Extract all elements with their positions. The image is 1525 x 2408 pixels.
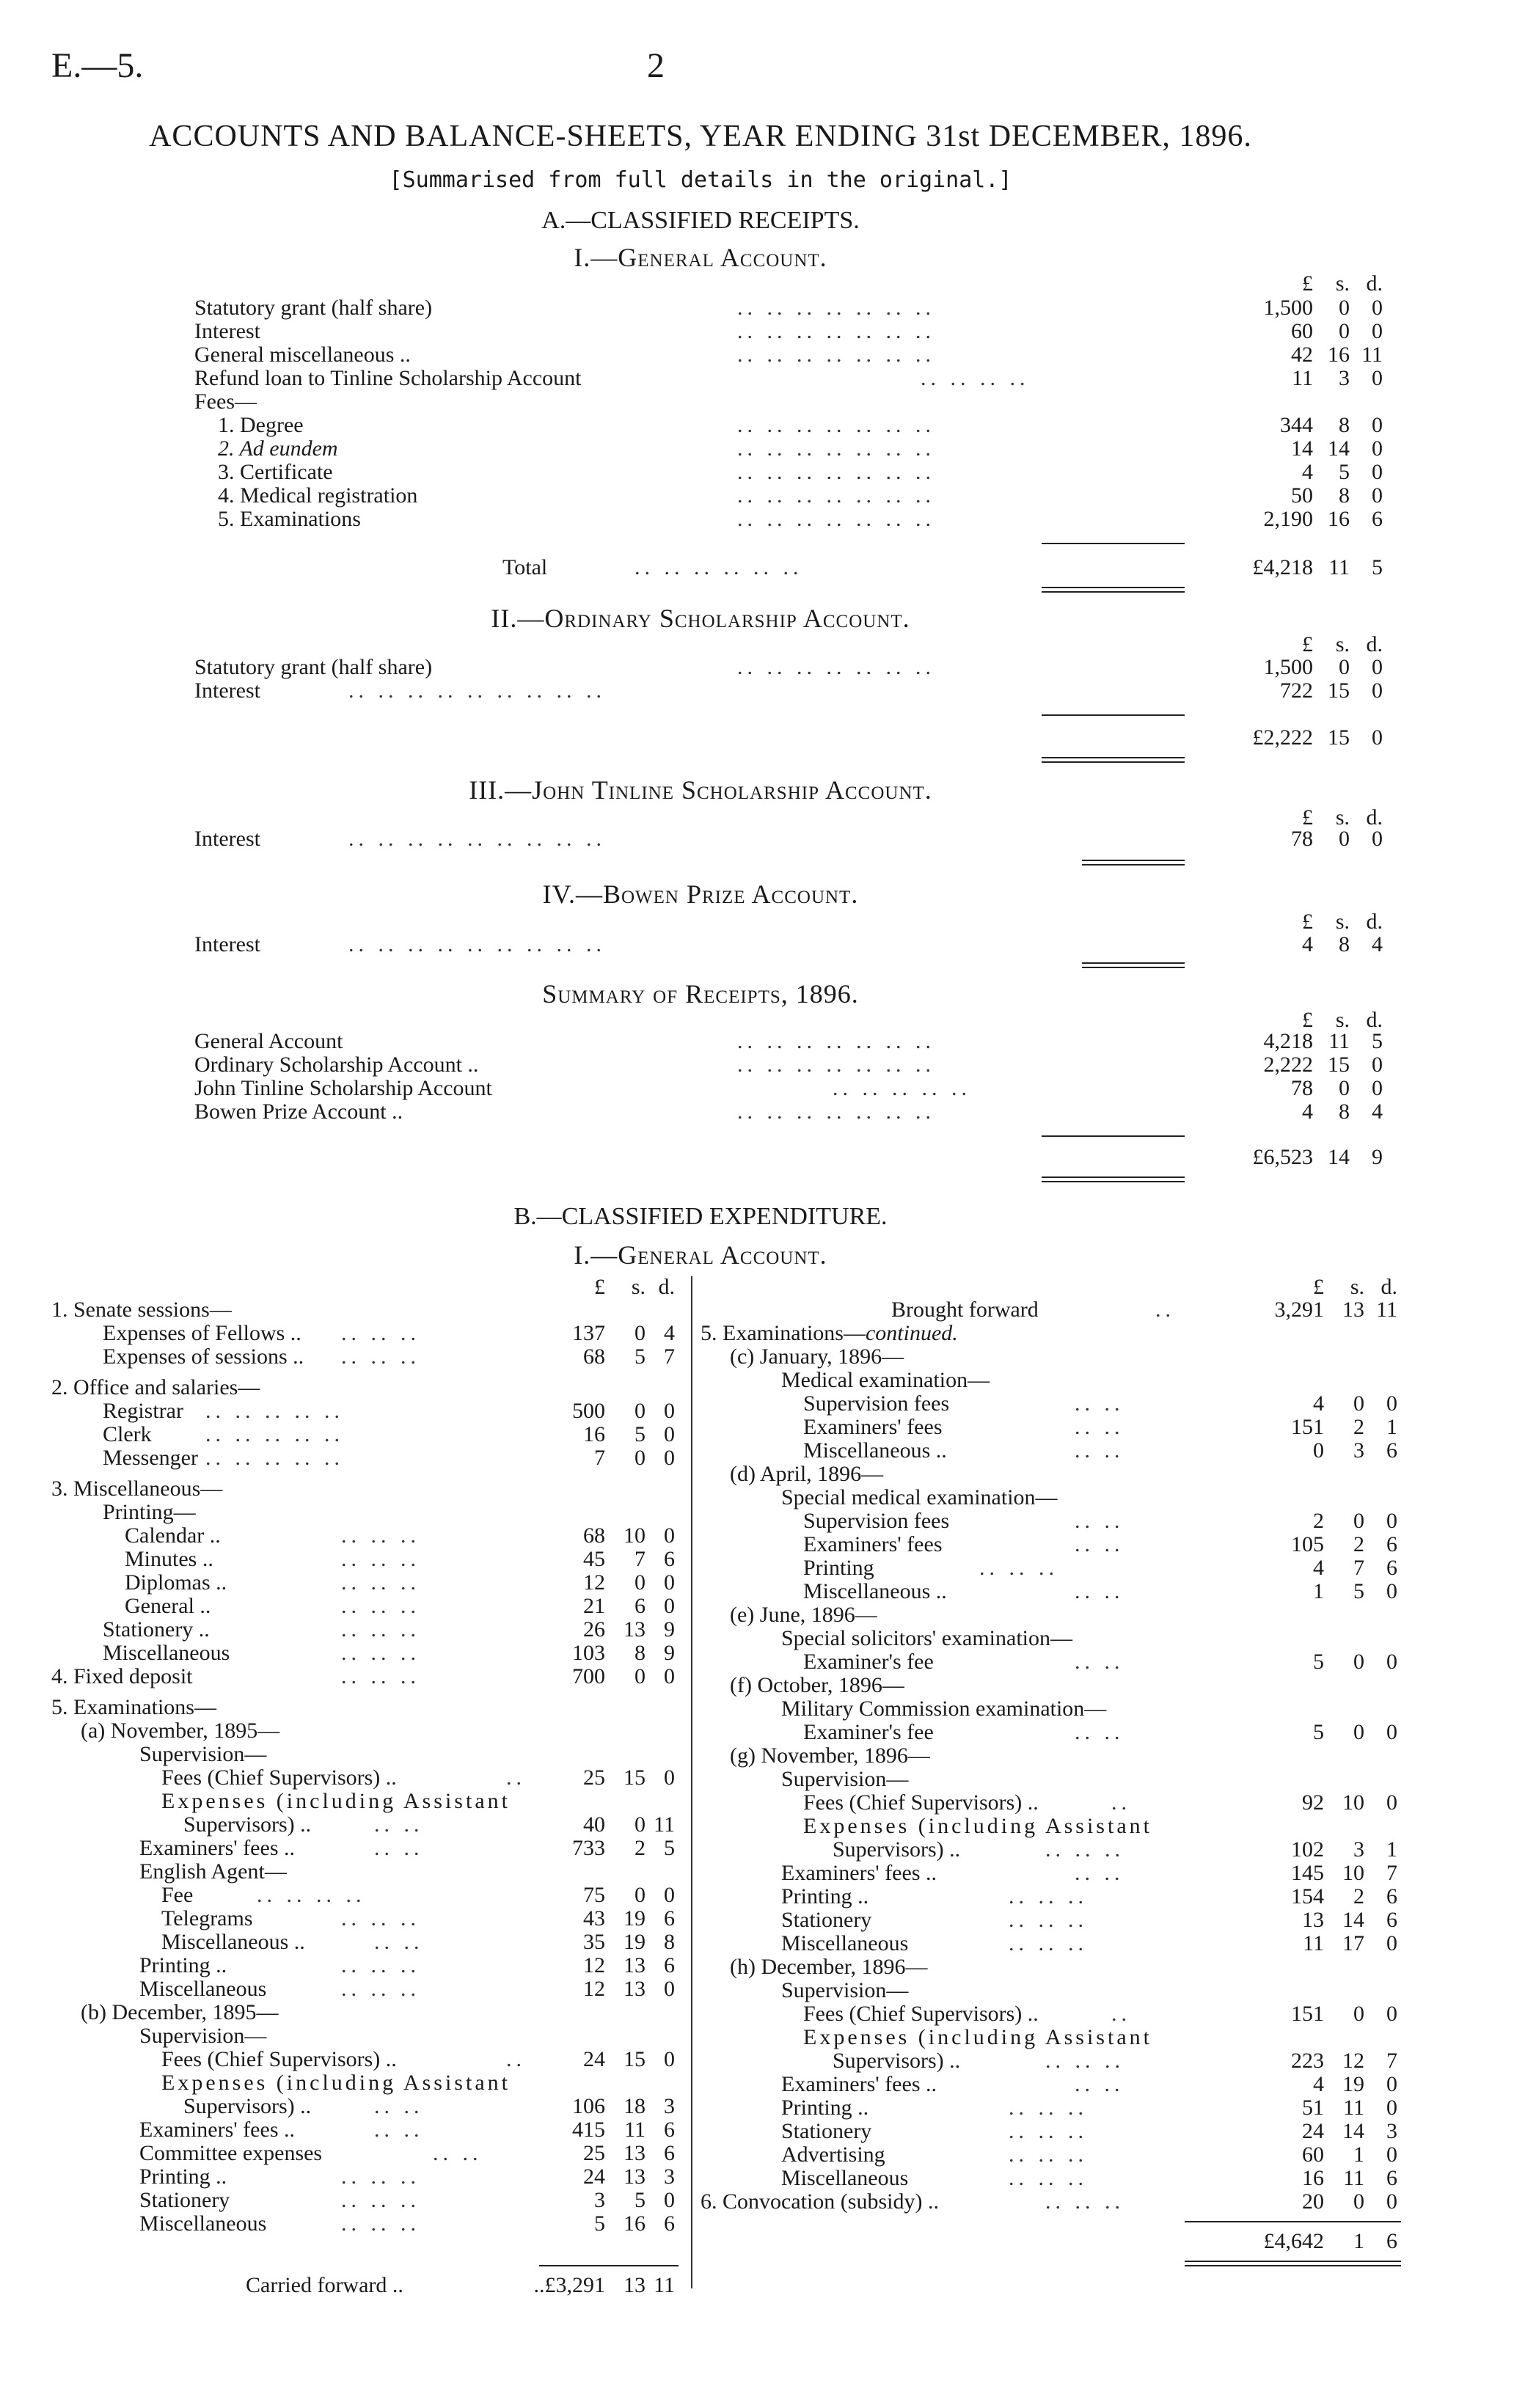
table-row: Military Commission examination— [781,1697,1107,1721]
table-row: Telegrams .. .. .. 43 19 6 [161,1906,675,1931]
table-row [701,1322,1405,1345]
subtotal-rule [1042,714,1185,716]
carried-forward-row [51,2274,690,2297]
general-account-heading: I.—General Account. [574,243,827,272]
table-row: Supervisors) .. .. .. .. 223 12 7 [833,2049,1397,2073]
table-row: Supervision— [139,2024,267,2048]
col-head-pence: d. [1366,1008,1383,1032]
table-row: Fees (Chief Supervisors) .. .. 92 10 0 [803,1790,1397,1815]
tinline-account-heading: III.—John Tinline Scholarship Account. [469,775,932,805]
table-row: £4,642 1 6 [1263,2229,1397,2253]
examinations-continued-text: 5. Examinations—continued. [701,1321,958,1345]
table-row: Stationery .. .. .. .. 26 13 9 [103,1617,675,1642]
table-row: Fees (Chief Supervisors) .. .. 151 0 0 [803,2002,1397,2026]
table-row: Bowen Prize Account .. .. .. .. .. .. .. .. 4 8 4 [194,1099,1383,1124]
continued-italic: continued. [865,1321,958,1345]
table-row: Printing .. .. .. 4 7 6 [803,1556,1397,1580]
table-row: Examiner's fee .. .. 5 0 0 [803,1720,1397,1744]
col-head-pence: d. [1366,632,1383,656]
table-row: 2. Office and salaries— [51,1375,260,1399]
table-row: Supervisors) .. .. .. .. 102 3 1 [833,1837,1397,1862]
col-head-shillings: s. [1335,910,1350,934]
summary-total [194,1145,1383,1169]
ordinary-account-heading: II.—Ordinary Scholarship Account. [491,604,910,633]
table-row: (h) December, 1896— [730,1955,928,1979]
table-row: Examiners' fees .. .. .. 4 19 0 [781,2072,1397,2096]
col-head-pounds: £ [1302,632,1313,656]
table-row: Fees— [194,389,257,414]
table-row: 3. Certificate .. .. .. .. .. .. .. 4 5 0 [218,460,1383,484]
table-row: Expenses (including Assistant [161,1789,511,1813]
col-head-shillings: s. [1335,805,1350,830]
ordinary-account-total [194,725,1383,750]
table-row: Printing .. .. .. .. 12 13 6 [139,1953,675,1977]
subtotal-rule [1042,1135,1185,1137]
table-row: Ordinary Scholarship Account .. .. .. .. .. .. .. .. 2,222 15 0 [194,1053,1383,1077]
table-row: John Tinline Scholarship Account .. .. .. .. .. 78 0 0 [194,1076,1383,1100]
total-double-rule [1042,1176,1185,1182]
table-row: (f) October, 1896— [730,1673,904,1697]
table-row: Miscellaneous .. .. .. 16 11 6 [781,2166,1397,2190]
col-head-pence: d. [1380,1275,1397,1299]
col-head-pence: d. [1366,271,1383,296]
general-account-table [194,296,1383,531]
table-row: Fees (Chief Supervisors) .. .. 25 15 0 [161,1765,675,1790]
tinline-account-table [194,827,1383,851]
table-row: 5. Examinations— [51,1695,216,1719]
document-title: ACCOUNTS AND BALANCE-SHEETS, YEAR ENDING 31st DECEMBER, 1896. [149,120,1252,153]
column-divider [691,1276,692,2288]
table-row: Refund loan to Tinline Scholarship Account .. .. .. .. 11 3 0 [194,366,1383,390]
table-row: Statutory grant (half share) .. .. .. .. .. .. .. 1,500 0 0 [194,296,1383,320]
table-row: Supervision fees .. .. 2 0 0 [803,1509,1397,1533]
table-row: Examiners' fees .. .. .. 733 2 5 [139,1836,675,1860]
table-row: Printing .. .. .. .. 154 2 6 [781,1884,1397,1909]
table-row: Advertising .. .. .. 60 1 0 [781,2142,1397,2167]
ordinary-account-table [194,655,1383,703]
col-head-shillings: s. [1335,1008,1350,1032]
subtotal-rule [1185,2221,1401,2222]
table-row: Examiners' fees .. .. 105 2 6 [803,1532,1397,1556]
table-row: Diplomas .. .. .. .. 12 0 0 [125,1570,675,1595]
col-head-shillings: s. [1335,632,1350,656]
col-head-pence: d. [1366,910,1383,934]
table-row: Special medical examination— [781,1485,1058,1509]
table-row: 6. Convocation (subsidy) .. .. .. .. 20 0 0 [701,2189,1397,2214]
table-row: General miscellaneous .. .. .. .. .. .. .. .. 42 16 11 [194,343,1383,367]
table-row: 3. Miscellaneous— [51,1476,223,1501]
summary-table [194,1029,1383,1124]
document-subtitle: [Summarised from full details in the original.] [389,167,1012,193]
col-head-pence: d. [658,1275,675,1299]
table-row: Supervision— [139,1742,267,1766]
col-head-pounds: £ [1302,271,1313,296]
col-head-pounds: £ [1302,1008,1313,1032]
col-head-shillings: s. [1335,271,1350,296]
table-row: English Agent— [139,1859,287,1884]
table-row: Examiners' fees .. .. .. 415 11 6 [139,2118,675,2142]
table-row: Fee .. .. .. .. 75 0 0 [161,1883,675,1907]
subtotal-rule [539,2265,679,2266]
table-row: (g) November, 1896— [730,1743,930,1768]
right-column-total [701,2230,1405,2253]
table-row: 4. Medical registration .. .. .. .. .. .. .. 50 8 0 [218,483,1383,508]
table-row: Clerk .. .. .. .. .. 16 5 0 [103,1422,675,1446]
table-row: Fees (Chief Supervisors) .. .. 24 15 0 [161,2047,675,2071]
table-row: Printing .. .. .. .. 51 11 0 [781,2096,1397,2120]
table-row: Calendar .. .. .. .. 68 10 0 [125,1523,675,1548]
col-head-pounds: £ [594,1275,605,1299]
table-row: (b) December, 1895— [81,2000,279,2024]
total-double-rule [1042,757,1185,763]
table-row: Registrar .. .. .. .. .. 500 0 0 [103,1399,675,1423]
table-row: Interest .. .. .. .. .. .. .. .. .. 4 8 4 [194,932,1383,956]
table-row: Miscellaneous .. .. .. 11 17 0 [781,1931,1397,1955]
table-row: Interest .. .. .. .. .. .. .. .. .. 722 15 0 [194,678,1383,703]
table-row: Committee expenses .. .. 25 13 6 [139,2141,675,2165]
col-head-pence: d. [1366,805,1383,830]
total-double-rule [1185,2261,1401,2266]
table-row: General .. .. .. .. 21 6 0 [125,1594,675,1618]
col-head-pounds: £ [1302,910,1313,934]
table-row: Medical examination— [781,1368,990,1392]
expenditure-account-heading: I.—General Account. [574,1240,827,1270]
table-row: Miscellaneous .. .. .. 0 3 6 [803,1438,1397,1463]
table-row: Miscellaneous .. .. .. 35 19 8 [161,1930,675,1954]
table-row: (e) June, 1896— [730,1603,877,1627]
table-row: (c) January, 1896— [730,1344,904,1369]
table-row: Total .. .. .. .. .. .. £4,218 11 5 [502,555,1383,579]
table-row: Minutes .. .. .. .. 45 7 6 [125,1547,675,1571]
table-row: Supervision— [781,1767,909,1791]
table-row: General Account .. .. .. .. .. .. .. 4,218 11 5 [194,1029,1383,1053]
table-row: 1. Degree .. .. .. .. .. .. .. 344 8 0 [218,413,1383,437]
table-row: Examiners' fees .. .. 151 2 1 [803,1415,1397,1439]
table-row: Supervisors) .. .. .. 40 0 11 [183,1812,675,1837]
table-row: (a) November, 1895— [81,1719,280,1743]
table-row: Special solicitors' examination— [781,1626,1072,1650]
table-row: Expenses (including Assistant [803,1814,1152,1838]
bowen-account-table [194,932,1383,956]
col-head-pounds: £ [1302,805,1313,830]
table-row: Stationery .. .. .. 24 14 3 [781,2119,1397,2143]
bowen-account-heading: IV.—Bowen Prize Account. [542,879,859,909]
summary-heading: Summary of Receipts, 1896. [542,979,859,1009]
table-row: Stationery .. .. .. 13 14 6 [781,1908,1397,1932]
table-row: Examiners' fees .. .. .. 145 10 7 [781,1861,1397,1885]
table-row: Miscellaneous .. .. .. 103 8 9 [103,1641,675,1665]
col-head-pounds: £ [1313,1275,1324,1299]
table-row: Supervision— [781,1978,909,2002]
table-row: 2. Ad eundem .. .. .. .. .. .. .. 14 14 0 [218,436,1383,461]
table-row: Miscellaneous .. .. .. 5 16 6 [139,2211,675,2236]
table-row: Examiner's fee .. .. 5 0 0 [803,1650,1397,1674]
table-row: Interest .. .. .. .. .. .. .. .. .. 78 0 0 [194,827,1383,851]
table-row: Miscellaneous .. .. .. 12 13 0 [139,1977,675,2001]
table-row: Messenger .. .. .. .. .. 7 0 0 [103,1446,675,1470]
table-row: Supervisors) .. .. .. 106 18 3 [183,2094,675,2118]
expenditure-left-column [51,1298,690,2236]
table-row: £2,222 15 0 [1252,725,1383,750]
table-row: Printing— [103,1500,196,1524]
section-a-heading: A.—CLASSIFIED RECEIPTS. [541,207,860,234]
table-row: (d) April, 1896— [730,1462,884,1486]
table-row: Miscellaneous .. .. .. 1 5 0 [803,1579,1397,1603]
table-row: £6,523 14 9 [1252,1145,1383,1169]
col-head-shillings: s. [1350,1275,1364,1299]
table-row: Expenses (including Assistant [803,2025,1152,2049]
table-row: Brought forward .. 3,291 13 11 [891,1298,1397,1322]
table-row: 5. Examinations .. .. .. .. .. .. .. 2,190 16 6 [218,507,1383,531]
table-row: 4. Fixed deposit .. .. .. 700 0 0 [51,1664,675,1688]
table-row: Expenses of Fellows .. .. .. .. 137 0 4 [103,1321,675,1345]
table-row: Carried forward .. ..£3,291 13 11 [246,2273,675,2297]
total-double-rule [1082,962,1185,968]
col-head-shillings: s. [631,1275,646,1299]
table-row: Interest .. .. .. .. .. .. .. 60 0 0 [194,319,1383,343]
table-row: Supervision fees .. .. 4 0 0 [803,1391,1397,1416]
table-row: Expenses (including Assistant [161,2071,511,2095]
total-double-rule [1082,860,1185,866]
table-row: Printing .. .. .. .. 24 13 3 [139,2164,675,2189]
expenditure-right-column [701,1298,1405,2214]
document-code: E.—5. [51,46,144,85]
table-row: Stationery .. .. .. 3 5 0 [139,2188,675,2212]
general-account-total [194,555,1383,579]
section-b-heading: B.—CLASSIFIED EXPENDITURE. [513,1203,888,1230]
subtotal-rule [1042,543,1185,544]
table-row: Statutory grant (half share) .. .. .. .. .. .. .. 1,500 0 0 [194,655,1383,679]
total-double-rule [1042,587,1185,593]
table-row: 1. Senate sessions— [51,1298,232,1322]
page-number: 2 [647,46,665,85]
examinations-continued [701,1322,958,1345]
table-row: Expenses of sessions .. .. .. .. 68 5 7 [103,1344,675,1369]
